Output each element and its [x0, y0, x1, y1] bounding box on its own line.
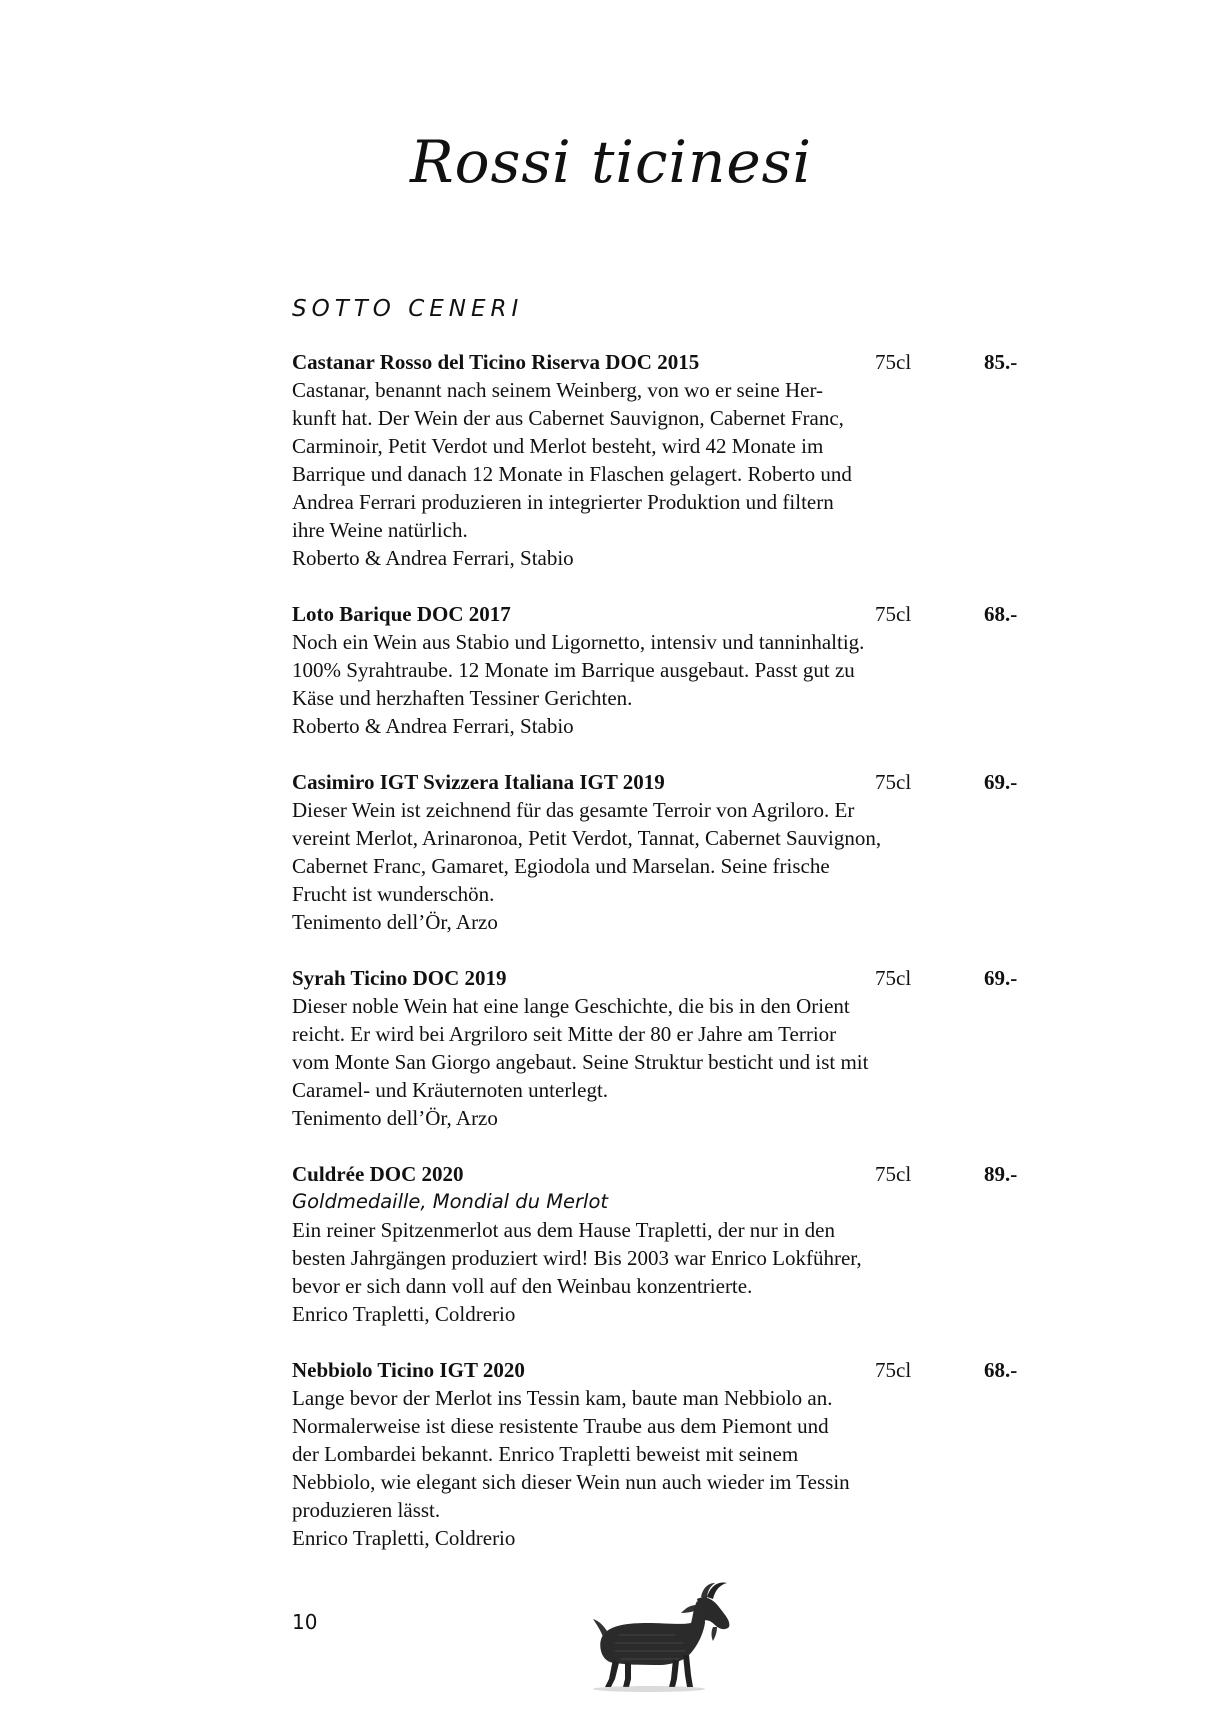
wine-header [292, 1356, 1032, 1384]
wine-header [292, 600, 1032, 628]
wine-name: Loto Barique DOC 2017 [292, 602, 511, 626]
section-heading: SOTTO CENERI [292, 296, 524, 322]
wine-entry [292, 768, 1032, 936]
wine-entry [292, 600, 1032, 740]
wine-producer: Enrico Trapletti, Coldrerio [292, 1302, 516, 1326]
wine-header [292, 1160, 1032, 1188]
wine-producer: Enrico Trapletti, Coldrerio [292, 1526, 516, 1550]
wine-producer: Roberto & Andrea Ferrari, Stabio [292, 546, 574, 570]
goat-icon [585, 1575, 735, 1695]
wine-name: Castanar Rosso del Ticino Riserva DOC 2015 [292, 350, 700, 374]
wine-name: Syrah Ticino DOC 2019 [292, 966, 507, 990]
wine-header [292, 964, 1032, 992]
wine-name: Casimiro IGT Svizzera Italiana IGT 2019 [292, 770, 665, 794]
wine-volume: 75cl [875, 602, 912, 626]
wine-name: Culdrée DOC 2020 [292, 1162, 464, 1186]
wine-entry [292, 1356, 1032, 1552]
wine-description: Lange bevor der Merlot ins Tessin kam, baute man Nebbiolo an. Normalerweise ist diese resistente Traube aus dem Piemont und der Lombardei bekannt. Enrico Trapletti beweist mit seinem Nebbiolo, wie elegant sich dieser Wein nun auch wieder im Tessin produzieren lässt. [292, 1386, 850, 1522]
wine-description: Dieser noble Wein hat eine lange Geschichte, die bis in den Orient reicht. Er wird bei Argriloro seit Mitte der 80 er Jahre am Terrior vom Monte San Giorgo angebaut. Seine Struktur besticht und ist mit Caramel- und Kräuternoten unterlegt. [292, 994, 869, 1102]
wine-price: 69.- [984, 770, 1018, 794]
wine-price: 85.- [984, 350, 1018, 374]
wine-price: 89.- [984, 1162, 1018, 1186]
wine-entry [292, 964, 1032, 1132]
wine-volume: 75cl [875, 966, 912, 990]
wine-description: Dieser Wein ist zeichnend für das gesamte Terroir von Agriloro. Er vereint Merlot, Arinaronoa, Petit Verdot, Tannat, Cabernet Sauvignon, Cabernet Franc, Gamaret, Egiodola und Marselan. Seine frische Frucht ist wunderschön. [292, 798, 882, 906]
wine-volume: 75cl [875, 770, 912, 794]
wine-producer: Tenimento dell’Ör, Arzo [292, 910, 498, 934]
wine-volume: 75cl [875, 1162, 912, 1186]
wine-entry [292, 348, 1032, 572]
wine-producer: Roberto & Andrea Ferrari, Stabio [292, 714, 574, 738]
wine-entry [292, 1160, 1032, 1328]
wine-description: Noch ein Wein aus Stabio und Ligornetto, intensiv und tanninhaltig. 100% Syrahtraube. 12 Monate im Barrique ausgebaut. Passt gut zu Käse und herzhaften Tessiner Gerichten. [292, 630, 865, 710]
wine-description: Ein reiner Spitzenmerlot aus dem Hause Trapletti, der nur in den besten Jahrgängen produziert wird! Bis 2003 war Enrico Lokführer, bevor er sich dann voll auf den Weinbau konzentrierte. [292, 1218, 862, 1298]
wine-volume: 75cl [875, 1358, 912, 1382]
wine-price: 69.- [984, 966, 1018, 990]
wine-name: Nebbiolo Ticino IGT 2020 [292, 1358, 525, 1382]
wine-price: 68.- [984, 602, 1018, 626]
wine-volume: 75cl [875, 350, 912, 374]
wine-price: 68.- [984, 1358, 1018, 1382]
wine-header [292, 768, 1032, 796]
page-title: Rossi ticinesi [410, 128, 812, 196]
wine-header [292, 348, 1032, 376]
wine-description: Castanar, benannt nach seinem Weinberg, von wo er seine Her- kunft hat. Der Wein der aus Cabernet Sauvignon, Cabernet Franc, Carminoir, Petit Verdot und Merlot besteht, wird 42 Monate im Barrique und danach 12 Monate in Flaschen gelagert. Roberto und Andrea Ferrari produzieren in integrierter Produktion und filtern ihre Weine natürlich. [292, 378, 852, 542]
page-number: 10 [292, 1610, 318, 1634]
wine-producer: Tenimento dell’Ör, Arzo [292, 1106, 498, 1130]
wine-award: Goldmedaille, Mondial du Merlot [292, 1190, 609, 1213]
